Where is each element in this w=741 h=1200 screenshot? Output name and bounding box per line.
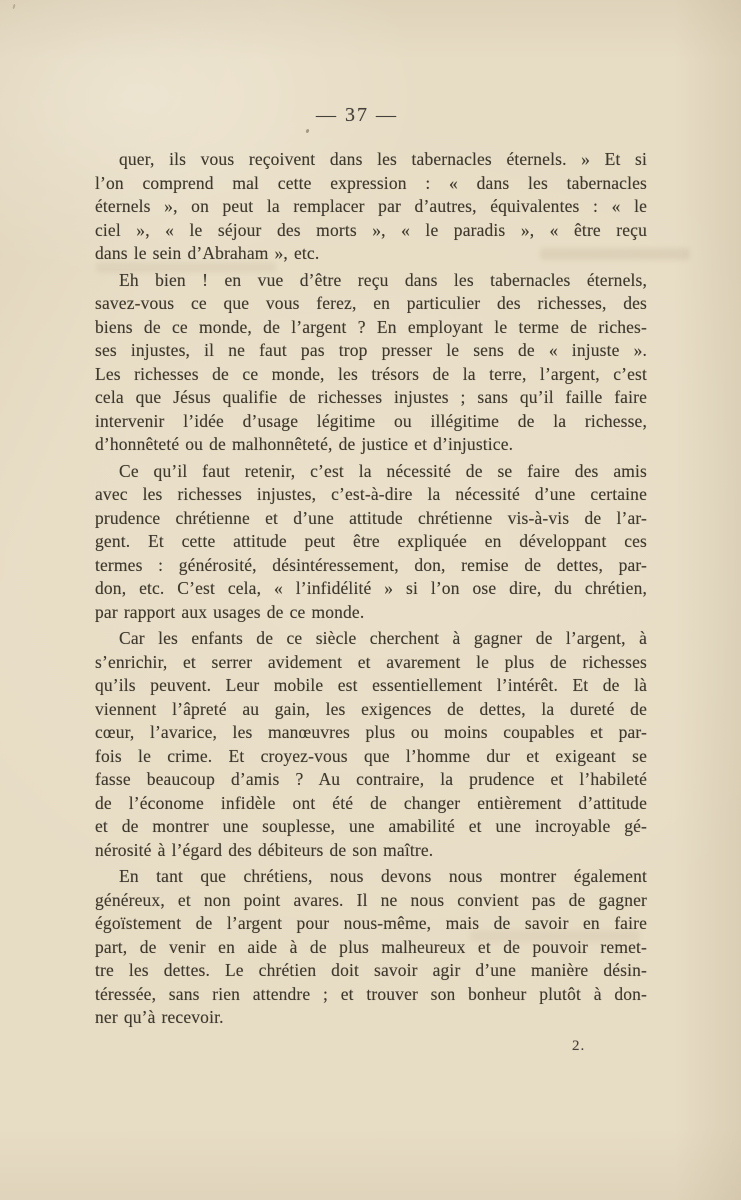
- text-line: cela que Jésus qualifie de richesses injustes ; sans qu’il faille faire: [95, 387, 647, 407]
- text-line: ciel », « le séjour des morts », « le paradis », « être reçu: [95, 219, 647, 240]
- text-line: nérosité à l’égard des débiteurs de son maître.: [95, 839, 434, 860]
- text-line: En tant que chrétiens, nous devons nous montrer également: [119, 866, 647, 886]
- text-line: Eh bien ! en vue d’être reçu dans les tabernacles éternels,: [119, 269, 647, 290]
- paragraph: [95, 269, 647, 457]
- text-line: biens de ce monde, de l’argent ? En employant le terme de riches-: [95, 316, 647, 337]
- text-line: et de montrer une souplesse, une amabilité et une incroyable gé-: [95, 816, 647, 836]
- paragraph: [95, 148, 647, 266]
- text-line: d’honnêteté ou de malhonnêteté, de justice et d’injustice.: [95, 434, 514, 454]
- text-line: dans le sein d’Abraham », etc.: [95, 243, 320, 263]
- text-line: généreux, et non point avares. Il ne nous convient pas de gagner: [95, 889, 647, 910]
- text-line: avec les richesses injustes, c’est-à-dire la nécessité d’une certaine: [95, 484, 647, 504]
- text-line: fasse beaucoup d’amis ? Au contraire, la prudence et l’habileté: [95, 769, 647, 789]
- text-line: savez-vous ce que vous ferez, en particulier des richesses, des: [95, 293, 647, 313]
- text-line: s’enrichir, et serrer avidement et avarement le plus de richesses: [95, 651, 647, 672]
- text-line: Ce qu’il faut retenir, c’est la nécessité de se faire des amis: [119, 460, 647, 481]
- text-line: termes : générosité, désintéressement, don, remise de dettes, par-: [95, 554, 647, 575]
- paragraph: [95, 627, 647, 862]
- text-line: intervenir l’idée d’usage légitime ou illégitime de la richesse,: [95, 410, 647, 431]
- page-number: — 37 —: [316, 104, 398, 126]
- text-line: l’on comprend mal cette expression : « dans les tabernacles: [95, 172, 647, 193]
- text-line: gent. Et cette attitude peut être expliquée en développant ces: [95, 531, 647, 551]
- text-line: ner qu’à recevoir.: [95, 1007, 224, 1027]
- text-line: cœur, l’avarice, les manœuvres plus ou moins coupables et par-: [95, 722, 647, 742]
- text-line: ses injustes, il ne faut pas trop presser le sens de « injuste ».: [95, 340, 647, 360]
- text-line: quer, ils vous reçoivent dans les tabernacles éternels. » Et si: [119, 149, 647, 169]
- text-line: Car les enfants de ce siècle cherchent à gagner de l’argent, à: [119, 628, 647, 648]
- signature-mark: 2.: [572, 1038, 586, 1054]
- text-line: don, etc. C’est cela, « l’infidélité » si l’on ose dire, du chrétien,: [95, 578, 647, 598]
- text-line: téressée, sans rien attendre ; et trouver son bonheur plutôt à don-: [95, 983, 647, 1004]
- text-line: de l’économe infidèle ont été de changer entièrement d’attitude: [95, 792, 647, 813]
- ink-speck: [12, 4, 15, 9]
- text-line: part, de venir en aide à de plus malheureux et de pouvoir remet-: [95, 936, 647, 957]
- ink-speck: [305, 129, 309, 134]
- paragraph: [95, 460, 647, 625]
- text-line: viennent l’âpreté au gain, les exigences de dettes, la dureté de: [95, 698, 647, 719]
- text-line: fois le crime. Et croyez-vous que l’homme dur et exigeant se: [95, 745, 647, 766]
- paragraph: [95, 865, 647, 1030]
- text-line: tre les dettes. Le chrétien doit savoir agir d’une manière désin-: [95, 960, 647, 980]
- text-line: égoïstement de l’argent pour nous-même, mais de savoir en faire: [95, 913, 647, 933]
- text-line: par rapport aux usages de ce monde.: [95, 601, 365, 622]
- text-block: [95, 148, 647, 1030]
- text-line: éternels », on peut la remplacer par d’autres, équivalentes : « le: [95, 196, 647, 216]
- text-line: qu’ils peuvent. Leur mobile est essentiellement l’intérêt. Et de là: [95, 675, 647, 695]
- text-line: prudence chrétienne et d’une attitude chrétienne vis-à-vis de l’ar-: [95, 507, 647, 528]
- text-line: Les richesses de ce monde, les trésors de la terre, l’argent, c’est: [95, 363, 647, 384]
